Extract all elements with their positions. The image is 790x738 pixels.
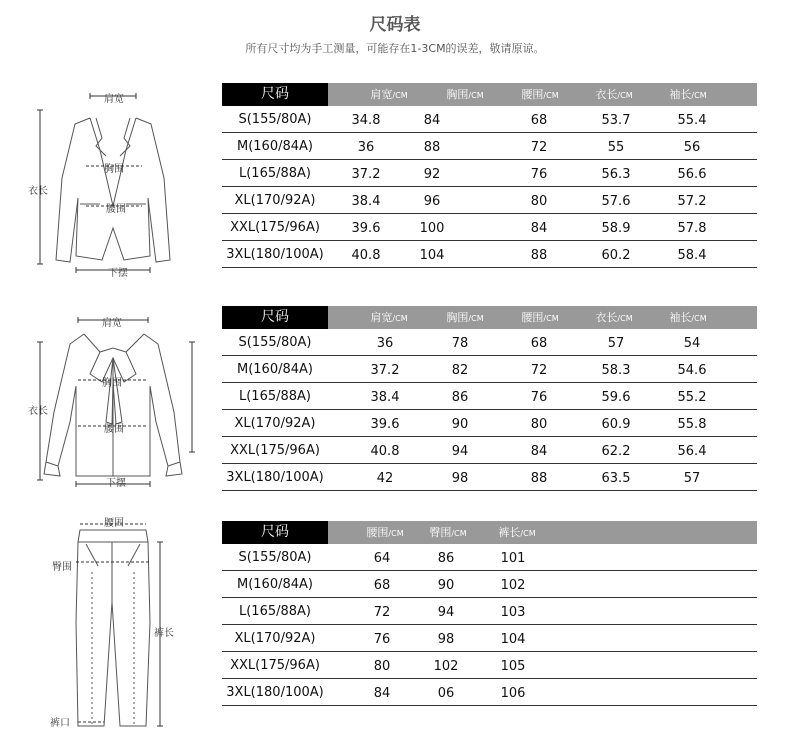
size-column-header: 尺码 <box>222 521 328 544</box>
column-header: 腰围/CM <box>366 526 404 539</box>
blouse-waist-label: 腰围 <box>104 424 124 435</box>
table-row <box>222 329 757 356</box>
size-table-jacket <box>222 83 757 268</box>
value-cell: 72 <box>373 605 391 620</box>
value-cell: 38.4 <box>351 194 381 209</box>
value-cell: 102 <box>500 578 526 593</box>
blouse-hem-label: 下摆 <box>106 478 126 489</box>
value-cell: 53.7 <box>601 113 631 128</box>
size-cell: XL(170/92A) <box>234 631 316 646</box>
value-cell: 57 <box>607 336 625 351</box>
value-cell: 84 <box>530 444 548 459</box>
table-row <box>222 571 757 598</box>
size-cell: L(165/88A) <box>238 604 311 619</box>
value-cell: 84 <box>373 686 391 701</box>
page-subtitle: 所有尺寸均为手工测量，可能存在1-3CM的误差，敬请原谅。 <box>245 42 545 55</box>
size-cell: L(165/88A) <box>238 389 311 404</box>
value-cell: 96 <box>423 194 441 209</box>
value-cell: 86 <box>451 390 469 405</box>
value-cell: 88 <box>423 140 441 155</box>
value-cell: 60.9 <box>601 417 631 432</box>
value-cell: 57 <box>683 471 701 486</box>
value-cell: 55.2 <box>677 390 707 405</box>
table-row <box>222 652 757 679</box>
value-cell: 84 <box>423 113 441 128</box>
value-cell: 63.5 <box>601 471 631 486</box>
value-cell: 38.4 <box>370 390 400 405</box>
size-cell: L(165/88A) <box>238 166 311 181</box>
value-cell: 68 <box>530 113 548 128</box>
size-cell: S(155/80A) <box>238 335 312 350</box>
blouse-length-label: 衣长 <box>28 406 48 417</box>
table-row <box>222 544 757 571</box>
value-cell: 54.6 <box>677 363 707 378</box>
value-cell: 37.2 <box>370 363 400 378</box>
jacket-hem-label: 下摆 <box>108 268 128 279</box>
value-cell: 101 <box>500 551 526 566</box>
table-row <box>222 187 757 214</box>
size-cell: XXL(175/96A) <box>230 658 320 673</box>
value-cell: 68 <box>530 336 548 351</box>
value-cell: 72 <box>530 140 548 155</box>
value-cell: 55 <box>607 140 625 155</box>
size-cell: 3XL(180/100A) <box>226 470 324 485</box>
pants-diagram <box>20 512 200 734</box>
column-header: 肩宽/CM <box>370 311 408 324</box>
value-cell: 64 <box>373 551 391 566</box>
jacket-shoulder-label: 肩宽 <box>104 94 124 105</box>
value-cell: 76 <box>530 390 548 405</box>
value-cell: 94 <box>451 444 469 459</box>
size-cell: M(160/84A) <box>237 577 313 592</box>
value-cell: 54 <box>683 336 701 351</box>
size-cell: M(160/84A) <box>237 139 313 154</box>
blouse-chest-label: 胸围 <box>102 378 122 389</box>
table-row <box>222 437 757 464</box>
table-row <box>222 133 757 160</box>
value-cell: 68 <box>373 578 391 593</box>
table-row <box>222 383 757 410</box>
table-row <box>222 214 757 241</box>
value-cell: 57.2 <box>677 194 707 209</box>
value-cell: 102 <box>433 659 459 674</box>
size-cell: XXL(175/96A) <box>230 220 320 235</box>
pants-waist-label: 腰围 <box>104 518 124 529</box>
value-cell: 98 <box>437 632 455 647</box>
blouse-shoulder-label: 肩宽 <box>102 318 122 329</box>
size-cell: XL(170/92A) <box>234 193 316 208</box>
value-cell: 92 <box>423 167 441 182</box>
jacket-diagram <box>20 88 200 284</box>
table-header-row <box>222 521 757 544</box>
value-cell: 86 <box>437 551 455 566</box>
table-row <box>222 464 757 491</box>
value-cell: 56.4 <box>677 444 707 459</box>
table-header-row <box>222 306 757 329</box>
value-cell: 94 <box>437 605 455 620</box>
column-header: 衣长/CM <box>595 311 633 324</box>
column-header: 袖长/CM <box>669 311 707 324</box>
value-cell: 84 <box>530 221 548 236</box>
size-cell: S(155/80A) <box>238 112 312 127</box>
column-header: 腰围/CM <box>521 311 559 324</box>
value-cell: 56.6 <box>677 167 707 182</box>
value-cell: 58.9 <box>601 221 631 236</box>
value-cell: 59.6 <box>601 390 631 405</box>
value-cell: 80 <box>373 659 391 674</box>
value-cell: 104 <box>419 248 445 263</box>
value-cell: 58.4 <box>677 248 707 263</box>
value-cell: 57.8 <box>677 221 707 236</box>
column-header: 腰围/CM <box>521 88 559 101</box>
value-cell: 106 <box>500 686 526 701</box>
value-cell: 76 <box>530 167 548 182</box>
page-title: 尺码表 <box>369 15 421 35</box>
value-cell: 55.8 <box>677 417 707 432</box>
column-header: 肩宽/CM <box>370 88 408 101</box>
size-table-blouse <box>222 306 757 491</box>
value-cell: 62.2 <box>601 444 631 459</box>
value-cell: 103 <box>500 605 526 620</box>
pants-illustration <box>20 512 200 734</box>
value-cell: 80 <box>530 417 548 432</box>
table-row <box>222 106 757 133</box>
column-header: 胸围/CM <box>446 88 484 101</box>
jacket-waist-label: 腰围 <box>106 204 126 215</box>
size-cell: XL(170/92A) <box>234 416 316 431</box>
size-cell: M(160/84A) <box>237 362 313 377</box>
value-cell: 42 <box>376 471 394 486</box>
size-table-pants <box>222 521 757 706</box>
value-cell: 58.3 <box>601 363 631 378</box>
value-cell: 88 <box>530 248 548 263</box>
value-cell: 80 <box>530 194 548 209</box>
value-cell: 40.8 <box>370 444 400 459</box>
size-column-header: 尺码 <box>222 306 328 329</box>
value-cell: 34.8 <box>351 113 381 128</box>
pants-hip-label: 臀围 <box>52 562 72 573</box>
value-cell: 39.6 <box>370 417 400 432</box>
value-cell: 90 <box>437 578 455 593</box>
pants-length-label: 裤长 <box>154 628 174 639</box>
value-cell: 88 <box>530 471 548 486</box>
value-cell: 72 <box>530 363 548 378</box>
table-row <box>222 356 757 383</box>
value-cell: 76 <box>373 632 391 647</box>
jacket-length-label: 衣长 <box>28 186 48 197</box>
column-header: 衣长/CM <box>595 88 633 101</box>
value-cell: 57.6 <box>601 194 631 209</box>
value-cell: 06 <box>437 686 455 701</box>
size-cell: 3XL(180/100A) <box>226 685 324 700</box>
table-row <box>222 410 757 437</box>
size-cell: XXL(175/96A) <box>230 443 320 458</box>
value-cell: 36 <box>357 140 375 155</box>
jacket-chest-label: 胸围 <box>104 164 124 175</box>
value-cell: 82 <box>451 363 469 378</box>
size-cell: S(155/80A) <box>238 550 312 565</box>
value-cell: 55.4 <box>677 113 707 128</box>
pants-leg-opening-label: 裤口 <box>50 718 70 729</box>
value-cell: 98 <box>451 471 469 486</box>
size-cell: 3XL(180/100A) <box>226 247 324 262</box>
table-row <box>222 160 757 187</box>
size-column-header: 尺码 <box>222 83 328 106</box>
blouse-diagram <box>20 312 200 492</box>
value-cell: 60.2 <box>601 248 631 263</box>
column-header: 臀围/CM <box>429 526 467 539</box>
value-cell: 105 <box>500 659 526 674</box>
value-cell: 56 <box>683 140 701 155</box>
value-cell: 39.6 <box>351 221 381 236</box>
table-row <box>222 625 757 652</box>
value-cell: 100 <box>419 221 445 236</box>
value-cell: 56.3 <box>601 167 631 182</box>
column-header: 裤长/CM <box>498 526 536 539</box>
value-cell: 40.8 <box>351 248 381 263</box>
table-row <box>222 598 757 625</box>
table-row <box>222 241 757 268</box>
column-header: 胸围/CM <box>446 311 484 324</box>
value-cell: 78 <box>451 336 469 351</box>
table-header-row <box>222 83 757 106</box>
column-header: 袖长/CM <box>669 88 707 101</box>
value-cell: 36 <box>376 336 394 351</box>
value-cell: 104 <box>500 632 526 647</box>
value-cell: 90 <box>451 417 469 432</box>
value-cell: 37.2 <box>351 167 381 182</box>
table-row <box>222 679 757 706</box>
